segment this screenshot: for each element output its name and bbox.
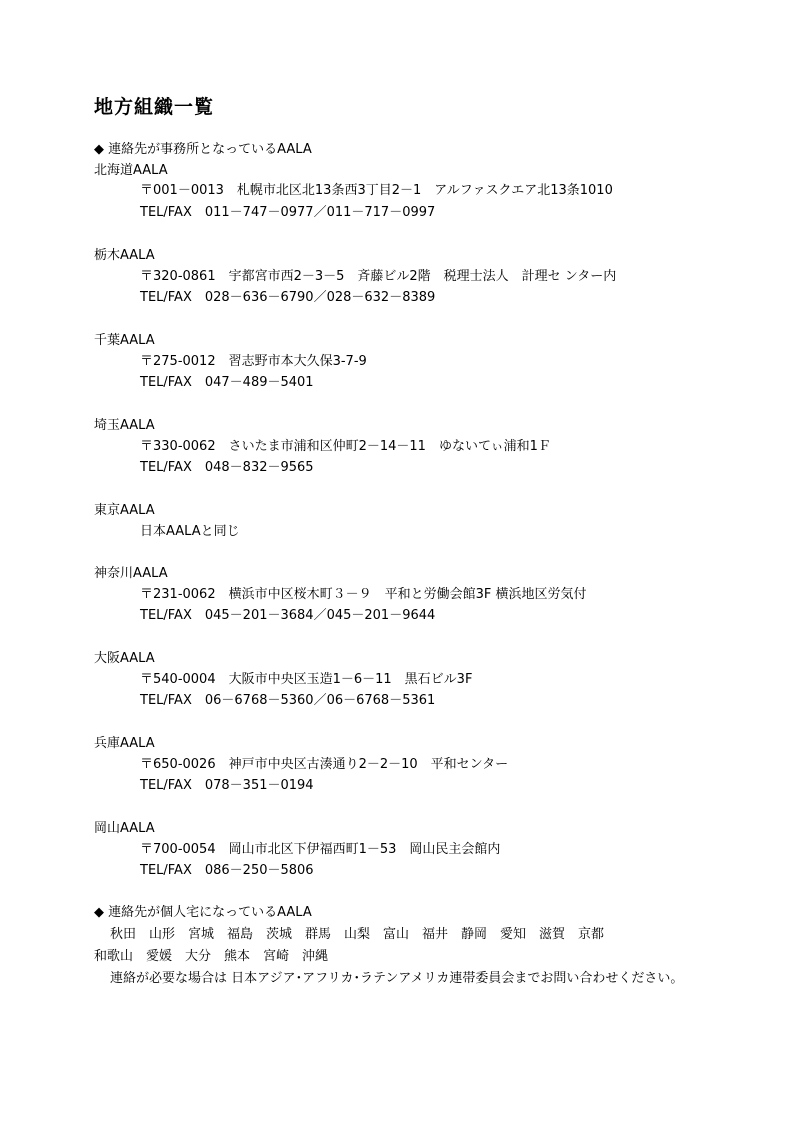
- org-address: 日本AALAと同じ: [140, 524, 240, 539]
- org-address: 〒001－0013 札幌市北区北13条西3丁目2－1 アルファスクエア北13条1010: [140, 183, 613, 198]
- org-name: 埼玉AALA: [94, 418, 155, 433]
- org-tel-fax: TEL/FAX 078－351－0194: [140, 778, 314, 793]
- org-address: 〒540-0004 大阪市中央区玉造1－6－11 黒石ビル3F: [140, 672, 473, 687]
- section-heading-personal: ◆ 連絡先が個人宅になっているAALA: [94, 905, 312, 920]
- org-tel-fax: TEL/FAX 048－832－9565: [140, 460, 314, 475]
- org-address: 〒700-0054 岡山市北区下伊福西町1－53 岡山民主会館内: [140, 842, 501, 857]
- org-tel-fax: TEL/FAX 047－489－5401: [140, 375, 314, 390]
- org-name: 北海道AALA: [94, 163, 168, 178]
- prefecture-list-line-1: 秋田 山形 宮城 福島 茨城 群馬 山梨 富山 福井 静岡 愛知 滋賀 京都: [110, 927, 605, 942]
- org-tel-fax: TEL/FAX 028－636－6790／028－632－8389: [140, 290, 436, 305]
- org-address: 〒275-0012 習志野市本大久保3-7-9: [140, 354, 367, 369]
- org-name: 兵庫AALA: [94, 736, 155, 751]
- prefecture-list-line-2: 和歌山 愛媛 大分 熊本 宮崎 沖縄: [94, 949, 329, 964]
- org-tel-fax: TEL/FAX 045－201－3684／045－201－9644: [140, 608, 436, 623]
- section-heading-office: ◆ 連絡先が事務所となっているAALA: [94, 142, 312, 157]
- contact-note: 連絡が必要な場合は 日本アジア･アフリカ･ラテンアメリカ連帯委員会までお問い合わせください。: [110, 971, 684, 986]
- org-name: 栃木AALA: [94, 248, 155, 263]
- org-tel-fax: TEL/FAX 086－250－5806: [140, 863, 314, 878]
- page-title: 地方組織一覧: [94, 96, 215, 118]
- org-name: 千葉AALA: [94, 333, 155, 348]
- org-address: 〒330-0062 さいたま市浦和区仲町2－14－11 ゆないてぃ浦和1Ｆ: [140, 439, 551, 454]
- org-name: 東京AALA: [94, 503, 155, 518]
- org-tel-fax: TEL/FAX 06－6768－5360／06－6768－5361: [140, 693, 436, 708]
- org-address: 〒650-0026 神戸市中央区古湊通り2－2－10 平和センター: [140, 757, 509, 772]
- org-name: 大阪AALA: [94, 651, 155, 666]
- org-name: 岡山AALA: [94, 821, 155, 836]
- org-tel-fax: TEL/FAX 011－747－0977／011－717－0997: [140, 205, 436, 220]
- personal-contact-block: [94, 924, 706, 990]
- org-name: 神奈川AALA: [94, 566, 168, 581]
- org-address: 〒231-0062 横浜市中区桜木町３－９ 平和と労働会館3F 横浜地区労気付: [140, 587, 587, 602]
- org-address: 〒320-0861 宇都宮市西2－3－5 斉藤ビル2階 税理士法人 計理セ ンター内: [140, 269, 617, 284]
